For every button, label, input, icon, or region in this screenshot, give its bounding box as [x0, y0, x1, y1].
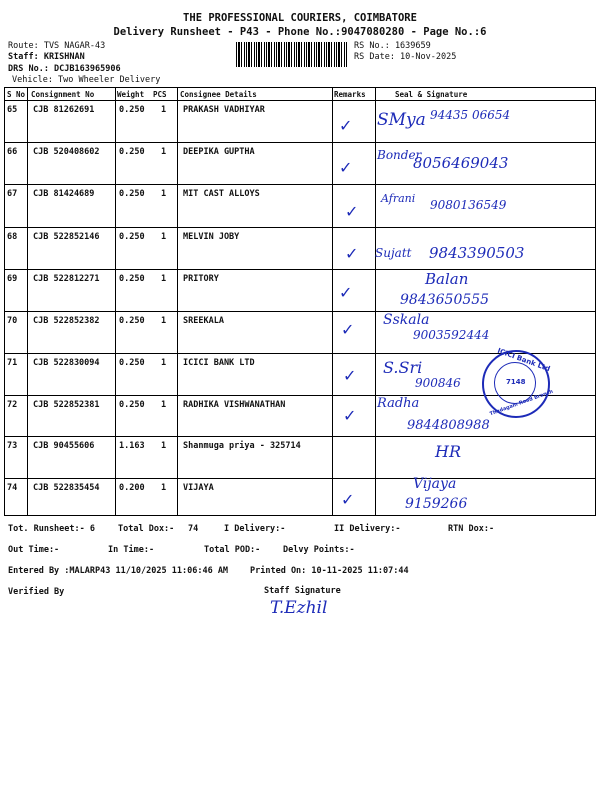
row-weight: 0.250: [119, 358, 145, 368]
row-pcs: 1: [161, 105, 167, 115]
barcode-image: [236, 42, 348, 67]
row-pcs: 1: [161, 358, 167, 368]
row-pcs: 1: [161, 316, 167, 326]
row-weight: 0.250: [119, 232, 145, 242]
row-remark-mark: ✓: [339, 116, 353, 135]
row-consignment-no: CJB 522852146: [33, 232, 100, 242]
row-weight: 0.250: [119, 147, 145, 157]
row-sno: 74: [7, 483, 18, 493]
stamp-branch: Thadagam Road Branch: [488, 388, 554, 418]
row-signature: Afrani: [381, 192, 416, 205]
row-pcs: 1: [161, 400, 167, 410]
row-consignee: Shanmuga priya - 325714: [183, 441, 301, 451]
rs-date: RS Date: 10-Nov-2025: [354, 52, 457, 62]
row-phone: 9080136549: [430, 198, 507, 212]
row-consignment-no: CJB 90455606: [33, 441, 95, 451]
runsheet-table: [4, 87, 596, 516]
row-sno: 70: [7, 316, 18, 326]
row-phone: 8056469043: [413, 154, 509, 172]
row-weight: 0.250: [119, 189, 145, 199]
row-consignee: MIT CAST ALLOYS: [183, 189, 260, 199]
row-pcs: 1: [161, 441, 167, 451]
row-phone: 900846: [415, 376, 461, 390]
row-consignment-no: CJB 522852382: [33, 316, 100, 326]
bank-seal-stamp: [482, 346, 554, 418]
row-pcs: 1: [161, 189, 167, 199]
drs-number: DRS No.: DCJB163965906: [8, 64, 121, 74]
row-consignment-no: CJB 522830094: [33, 358, 100, 368]
row-signature: Balan: [425, 270, 469, 288]
row-consignee: ICICI BANK LTD: [183, 358, 255, 368]
in-time: In Time:-: [108, 545, 155, 555]
row-weight: 0.250: [119, 316, 145, 326]
row-phone: 9843650555: [400, 292, 490, 308]
row-phone: 9844808988: [407, 418, 490, 433]
row-consignee: PRITORY: [183, 274, 219, 284]
total-dox-label: Total Dox:-: [118, 524, 175, 534]
verified-by: Verified By: [8, 587, 65, 597]
row-sno: 71: [7, 358, 18, 368]
col-header-signature: Seal & Signature: [395, 90, 468, 99]
row-pcs: 1: [161, 483, 167, 493]
row-phone: 9003592444: [413, 328, 490, 342]
staff-label: Staff: KRISHNAN: [8, 52, 85, 62]
row-remark-mark: ✓: [343, 406, 357, 425]
stamp-bank-name: ICICI Bank Ltd: [496, 346, 552, 374]
row-weight: 0.200: [119, 483, 145, 493]
row-pcs: 1: [161, 147, 167, 157]
row-consignment-no: CJB 522812271: [33, 274, 100, 284]
row-weight: 0.250: [119, 105, 145, 115]
row-signature: Sujatt: [375, 246, 412, 260]
total-dox-value: 74: [188, 524, 199, 534]
row-consignee: DEEPIKA GUPTHA: [183, 147, 255, 157]
row-sno: 69: [7, 274, 18, 284]
row-pcs: 1: [161, 274, 167, 284]
row-signature: Sskala: [383, 312, 430, 328]
col-header-weight: Weight: [117, 90, 145, 99]
row-signature: HR: [435, 442, 461, 461]
row-remark-mark: ✓: [343, 366, 357, 385]
row-sno: 65: [7, 105, 18, 115]
row-weight: 0.250: [119, 274, 145, 284]
row-phone: 94435 06654: [430, 108, 511, 122]
tot-runsheet: Tot. Runsheet:- 6: [8, 524, 95, 534]
row-consignee: RADHIKA VISHWANATHAN: [183, 400, 286, 410]
row-remark-mark: ✓: [341, 320, 355, 339]
col-header-consignment: Consignment No: [31, 90, 95, 99]
row-weight: 0.250: [119, 400, 145, 410]
row-phone: 9159266: [405, 496, 468, 512]
out-time: Out Time:-: [8, 545, 60, 555]
i-delivery: I Delivery:-: [224, 524, 286, 534]
row-remark-mark: ✓: [339, 158, 353, 177]
vehicle-label: Vehicle: Two Wheeler Delivery: [12, 75, 161, 85]
page-title: THE PROFESSIONAL COURIERS, COIMBATORE: [183, 12, 417, 24]
row-sno: 73: [7, 441, 18, 451]
row-signature: Vijaya: [413, 476, 457, 492]
row-consignee: MELVIN JOBY: [183, 232, 240, 242]
staff-signature-label: Staff Signature: [264, 586, 341, 596]
row-remark-mark: ✓: [345, 202, 359, 221]
row-remark-mark: ✓: [339, 283, 353, 302]
col-header-sno: S No: [7, 90, 26, 99]
delvy-points: Delvy Points:-: [283, 545, 355, 555]
row-consignee: VIJAYA: [183, 483, 214, 493]
row-consignment-no: CJB 81424689: [33, 189, 95, 199]
ii-delivery: II Delivery:-: [334, 524, 401, 534]
col-header-remarks: Remarks: [334, 90, 366, 99]
col-header-consignee: Consignee Details: [180, 90, 257, 99]
row-signature: SMya: [377, 110, 426, 130]
stamp-code: 7148: [506, 378, 526, 386]
row-signature: S.Sri: [383, 358, 423, 377]
row-sno: 67: [7, 189, 18, 199]
row-pcs: 1: [161, 232, 167, 242]
row-signature: Bonder: [377, 148, 422, 162]
rtn-dox: RTN Dox:-: [448, 524, 495, 534]
row-signature: Radha: [377, 396, 420, 411]
row-sno: 66: [7, 147, 18, 157]
row-consignee: SREEKALA: [183, 316, 224, 326]
route-label: Route: TVS NAGAR-43: [8, 41, 106, 51]
row-consignment-no: CJB 522852381: [33, 400, 100, 410]
col-header-pcs: PCS: [153, 90, 167, 99]
printed-on: Printed On: 10-11-2025 11:07:44: [250, 566, 409, 576]
row-sno: 68: [7, 232, 18, 242]
runsheet-subtitle: Delivery Runsheet - P43 - Phone No.:9047080280 - Page No.:6: [113, 26, 487, 38]
row-weight: 1.163: [119, 441, 145, 451]
row-remark-mark: ✓: [341, 490, 355, 509]
total-pod: Total POD:-: [204, 545, 261, 555]
staff-signature: T.Ezhil: [270, 598, 328, 618]
row-phone: 9843390503: [429, 244, 525, 262]
rs-number: RS No.: 1639659: [354, 41, 431, 51]
row-sno: 72: [7, 400, 18, 410]
row-consignee: PRAKASH VADHIYAR: [183, 105, 265, 115]
row-consignment-no: CJB 522835454: [33, 483, 100, 493]
row-consignment-no: CJB 520408602: [33, 147, 100, 157]
row-consignment-no: CJB 81262691: [33, 105, 95, 115]
entered-by: Entered By :MALARP43 11/10/2025 11:06:46 AM: [8, 566, 229, 576]
row-remark-mark: ✓: [345, 244, 359, 263]
